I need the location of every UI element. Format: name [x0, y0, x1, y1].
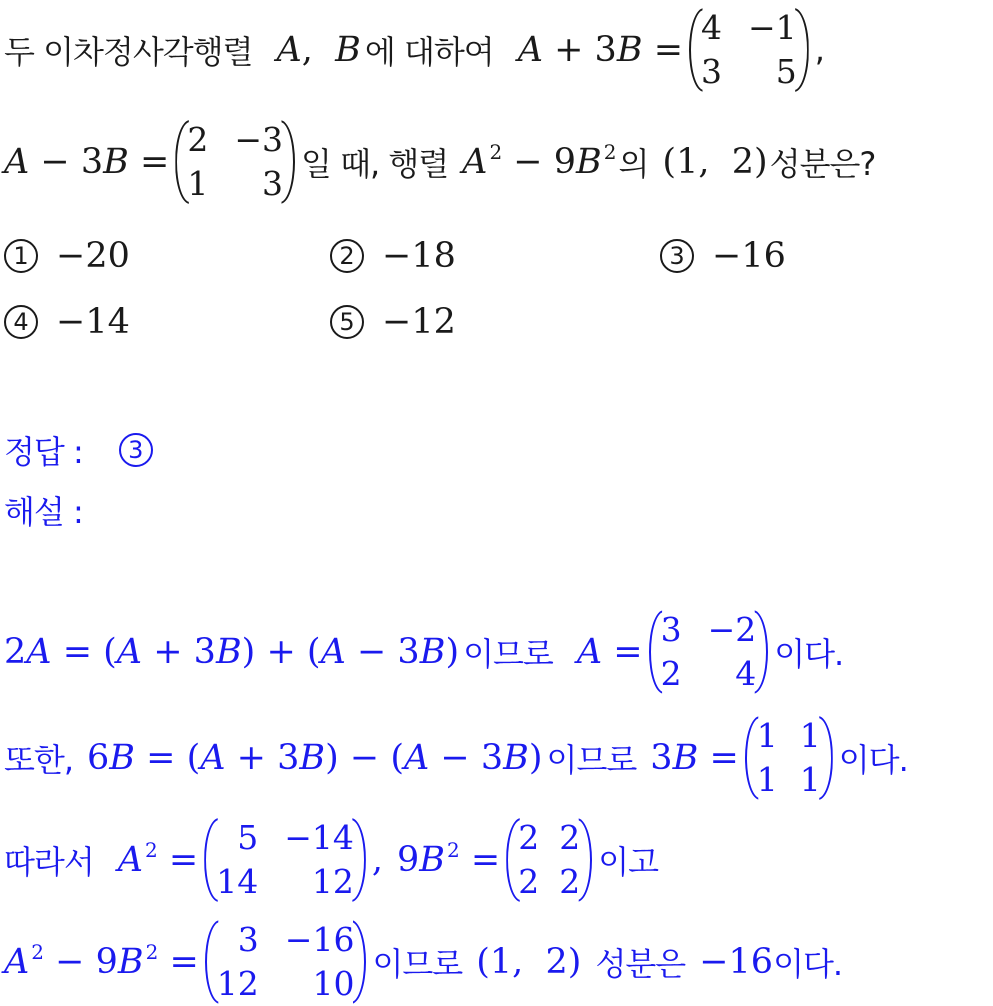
- matrix-cell: 2: [187, 120, 209, 159]
- matrix-cell: 14: [216, 862, 259, 901]
- math-expr: A − 3B =: [4, 142, 170, 182]
- solution-text: 이다.: [774, 635, 844, 673]
- option-3[interactable]: [660, 236, 786, 276]
- answer-circled-number: 3: [119, 433, 153, 467]
- matrix: [203, 918, 369, 1006]
- matrix-cell: 1: [799, 716, 821, 755]
- solution-text: 이므로: [372, 945, 463, 983]
- solution-label-line: [4, 488, 83, 532]
- option-2[interactable]: [330, 236, 456, 276]
- circled-number: 3: [660, 239, 694, 273]
- matrix-cell: −3: [234, 120, 283, 159]
- matrix-cell: −1: [748, 8, 797, 47]
- solution-label: 해설 :: [4, 493, 83, 531]
- matrix-cell: 12: [311, 862, 354, 901]
- result-value: −16: [699, 942, 774, 982]
- math-expr: A $^2$ − 9B $^2$: [462, 140, 617, 182]
- math-expr: A + 3B =: [517, 30, 684, 70]
- matrix-cell: 1: [756, 716, 778, 755]
- math-expr: 6B = (A + 3B) − (A − 3B): [87, 738, 543, 778]
- solution-line-4: [4, 920, 842, 1004]
- matrix-cell: 2: [518, 862, 540, 901]
- matrix: [687, 6, 811, 94]
- problem-line-2: [4, 118, 875, 206]
- math-expr: A $^2$ =: [117, 838, 199, 880]
- matrix-cell: 1: [756, 760, 778, 799]
- math-expr: A, B: [276, 30, 361, 70]
- matrix: [743, 714, 835, 802]
- answer-label: 정답 :: [4, 433, 83, 471]
- option-value: −16: [712, 236, 786, 276]
- matrix-cell: 5: [237, 818, 259, 857]
- matrix-cell: 1: [187, 164, 209, 203]
- matrix-cell: 4: [735, 654, 757, 693]
- option-value: −18: [382, 236, 456, 276]
- solution-line-2: [4, 716, 908, 800]
- solution-text: 이다.: [773, 945, 843, 983]
- problem-text: 일 때, 행렬: [300, 145, 449, 183]
- solution-text: 성분은: [595, 945, 686, 983]
- math-expr: 9B $^2$ =: [397, 838, 501, 880]
- math-expr: (1, 2): [476, 942, 582, 982]
- matrix: [504, 816, 594, 904]
- solution-line-1: [4, 610, 843, 694]
- option-1[interactable]: [4, 236, 130, 276]
- solution-text: 이다.: [838, 741, 908, 779]
- solution-text: 따라서: [4, 843, 94, 881]
- problem-line-1: 두 이차정사각행렬 A, B 에 대하여 A + 3B = 4 −1 3 5 ,: [4, 6, 824, 94]
- math-expr: A =: [576, 632, 643, 672]
- option-value: −12: [382, 302, 456, 342]
- matrix-cell: −16: [284, 920, 355, 959]
- solution-text: 이므로: [463, 635, 553, 673]
- matrix-cell: 2: [559, 818, 581, 857]
- math-expr: A $^2$ − 9B $^2$ =: [4, 940, 199, 982]
- option-5[interactable]: [330, 302, 456, 342]
- solution-text: 이고: [598, 843, 659, 881]
- matrix-cell: 10: [312, 964, 355, 1003]
- matrix-cell: 3: [237, 920, 259, 959]
- solution-line-3: 따라서 A $^2$ = 5 −14 14 12 , 9B $^2$ = 2 2 2 2 이고: [4, 818, 658, 902]
- solution-text: 또한,: [4, 741, 73, 779]
- matrix-cell: 3: [660, 610, 682, 649]
- circled-number: 2: [330, 239, 364, 273]
- circled-number: 5: [330, 305, 364, 339]
- matrix: [202, 816, 368, 904]
- math-expr: 2A = (A + 3B) + (A − 3B): [4, 632, 460, 672]
- matrix: [647, 608, 771, 696]
- problem-text: 에 대하여: [364, 33, 494, 71]
- matrix-cell: 1: [799, 760, 821, 799]
- problem-text: 성분은?: [769, 145, 876, 183]
- solution-text: 이므로: [546, 741, 637, 779]
- option-value: −20: [56, 236, 130, 276]
- matrix-cell: 12: [216, 964, 259, 1003]
- answer-line: [4, 428, 171, 472]
- matrix-cell: 3: [701, 52, 723, 91]
- circled-number: 4: [4, 305, 38, 339]
- matrix: [173, 118, 297, 206]
- matrix-cell: −2: [707, 610, 757, 649]
- matrix-cell: 2: [660, 654, 682, 693]
- option-4[interactable]: [4, 302, 130, 342]
- option-value: −14: [56, 302, 130, 342]
- matrix-cell: 3: [261, 164, 283, 203]
- circled-number: 1: [4, 239, 38, 273]
- matrix-cell: 2: [518, 818, 540, 857]
- matrix-cell: −14: [284, 818, 354, 857]
- problem-text: 의: [618, 145, 649, 183]
- matrix-cell: 5: [775, 52, 797, 91]
- math-expr: (1, 2): [662, 142, 768, 182]
- matrix-cell: 2: [559, 862, 581, 901]
- matrix-cell: 4: [701, 8, 723, 47]
- math-expr: 3B =: [650, 738, 739, 778]
- problem-text: 두 이차정사각행렬: [4, 33, 253, 71]
